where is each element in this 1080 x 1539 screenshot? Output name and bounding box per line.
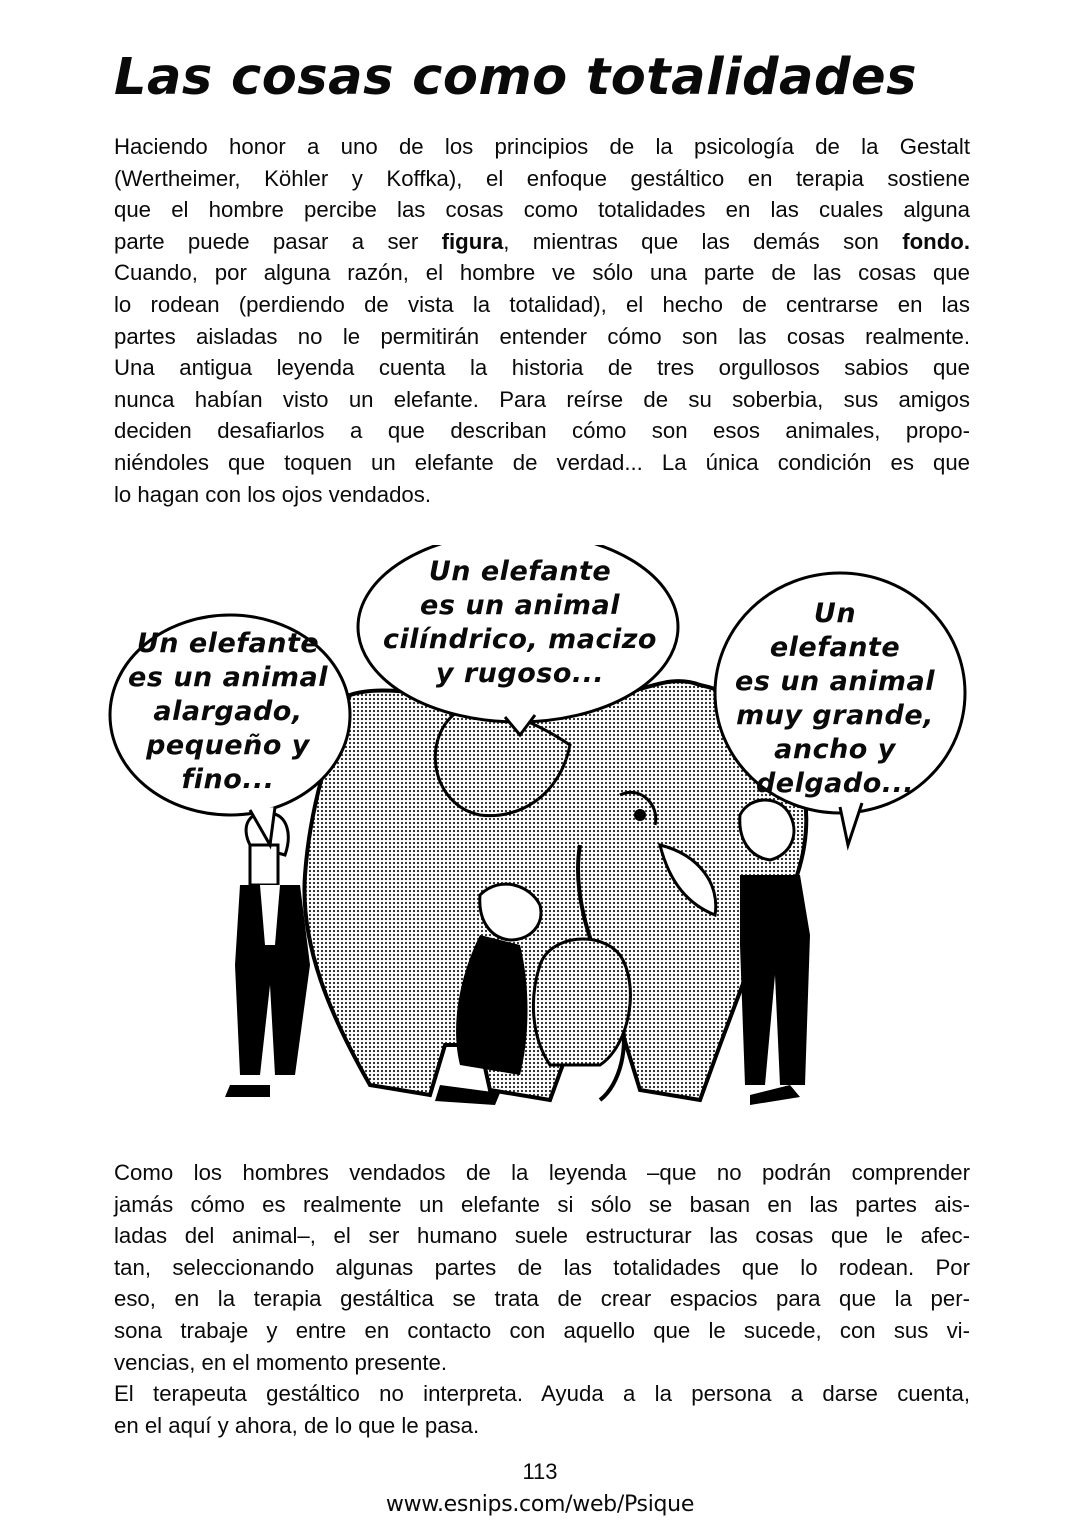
speech-bubble-right-text	[720, 597, 950, 801]
bold-term-fondo: fondo.	[902, 228, 970, 254]
bubble-line: Un elefante	[428, 556, 612, 587]
bubble-line: y rugoso...	[435, 658, 605, 689]
text-line: nunca habían visto un elefante. Para reírse de su soberbia, sus amigos	[114, 386, 970, 412]
text-fragment: parte puede pasar a ser	[114, 228, 442, 254]
conclusion-paragraph	[114, 1157, 970, 1441]
text-line: vencias, en el momento presente.	[114, 1349, 447, 1375]
text-line: lo rodean (perdiendo de vista la totalidad), el hecho de centrarse en las	[114, 291, 970, 317]
page-number: 113	[522, 1459, 558, 1484]
text-line: partes aisladas no le permitirán entender cómo son las cosas realmente.	[114, 323, 970, 349]
bubble-line: alargado,	[153, 696, 303, 727]
speech-bubble-left-text	[128, 627, 328, 797]
bubble-line: muy grande,	[736, 700, 934, 731]
bubble-line: es un animal	[735, 666, 935, 697]
speech-bubble-center-text	[370, 555, 670, 691]
text-line: niéndoles que toquen un elefante de verdad... La única condición es que	[114, 449, 970, 475]
text-line: jamás cómo es realmente un elefante si sólo se basan en las partes ais-	[114, 1191, 970, 1217]
left-sage-figure	[225, 813, 310, 1097]
intro-paragraph	[114, 131, 970, 510]
bubble-line: es un animal	[420, 590, 620, 621]
text-line: lo hagan con los ojos vendados.	[114, 481, 432, 507]
bubble-line: cilíndrico, macizo	[383, 624, 657, 655]
text-fragment: , mientras que las demás son	[503, 228, 903, 254]
bubble-line: pequeño y	[146, 730, 310, 761]
text-line: ladas del animal–, el ser humano suele estructurar las cosas que le afec-	[114, 1223, 970, 1249]
elephant-cartoon-illustration	[100, 545, 980, 1145]
text-line: (Wertheimer, Köhler y Koffka), el enfoque gestáltico en terapia sostiene	[114, 165, 970, 191]
bubble-line: fino...	[181, 764, 275, 795]
text-line: tan, seleccionando algunas partes de las totalidades que lo rodean. Por	[114, 1254, 970, 1280]
text-line: Una antigua leyenda cuenta la historia de tres orgullosos sabios que	[114, 355, 970, 381]
bubble-line: Un	[813, 598, 857, 629]
footer-url: www.esnips.com/web/Psique	[385, 1492, 695, 1517]
bubble-line: elefante	[769, 632, 901, 663]
bubble-line: ancho y	[774, 734, 896, 765]
bubble-line: Un elefante	[136, 628, 320, 659]
text-line: deciden desafiarlos a que describan cómo son esos animales, propo-	[114, 418, 970, 444]
text-line: Haciendo honor a uno de los principios de la psicología de la Gestalt	[114, 134, 970, 159]
text-line: sona trabaje y entre en contacto con aquello que le sucede, con sus vi-	[114, 1317, 970, 1343]
bubble-line: delgado...	[755, 768, 915, 799]
text-line: Cuando, por alguna razón, el hombre ve sólo una parte de las cosas que	[114, 260, 970, 286]
text-line: El terapeuta gestáltico no interpreta. Ayuda a la persona a darse cuenta,	[114, 1381, 970, 1407]
text-line-with-bold-terms	[114, 226, 970, 258]
bubble-line: es un animal	[128, 662, 328, 693]
text-line: en el aquí y ahora, de lo que le pasa.	[114, 1412, 480, 1438]
page-title: Las cosas como totalidades	[114, 48, 917, 107]
text-line: que el hombre percibe las cosas como totalidades en las cuales alguna	[114, 197, 970, 223]
text-line: eso, en la terapia gestáltica se trata de crear espacios para que la per-	[114, 1286, 970, 1312]
bold-term-figura: figura	[441, 228, 504, 254]
text-line: Como los hombres vendados de la leyenda –que no podrán comprender	[114, 1160, 970, 1185]
